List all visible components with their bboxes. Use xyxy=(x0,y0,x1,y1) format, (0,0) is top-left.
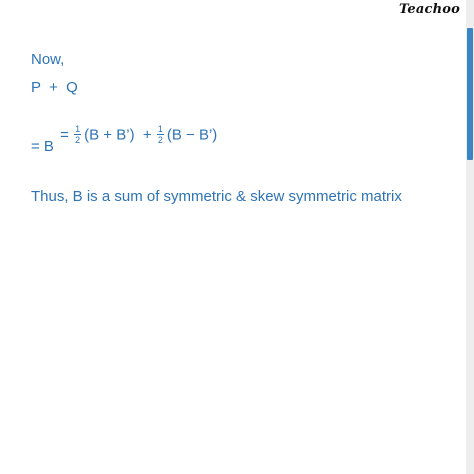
intro-line: Now, xyxy=(31,51,65,68)
term-b-minus-b-transpose: (B − B’) xyxy=(166,126,218,144)
fraction-half-1 xyxy=(74,124,81,145)
sum-expression: P + Q xyxy=(31,79,78,96)
fraction-denominator: 2 xyxy=(75,135,81,145)
term-b-plus-b-transpose: (B + B’) + xyxy=(84,126,156,144)
fraction-denominator: 2 xyxy=(157,135,163,145)
teachoo-logo: Teachoo xyxy=(399,2,460,17)
expansion-line xyxy=(31,107,217,164)
conclusion-line: Thus, B is a sum of symmetric & skew symmetric matrix xyxy=(31,188,402,205)
fraction-numerator: 1 xyxy=(157,124,163,134)
fraction-numerator: 1 xyxy=(75,124,81,134)
scrollbar-thumb[interactable] xyxy=(467,28,473,160)
result-line: = B xyxy=(31,138,54,155)
scrollbar[interactable] xyxy=(466,0,474,474)
equals-sign: = xyxy=(56,126,74,144)
fraction-half-2 xyxy=(157,124,164,145)
